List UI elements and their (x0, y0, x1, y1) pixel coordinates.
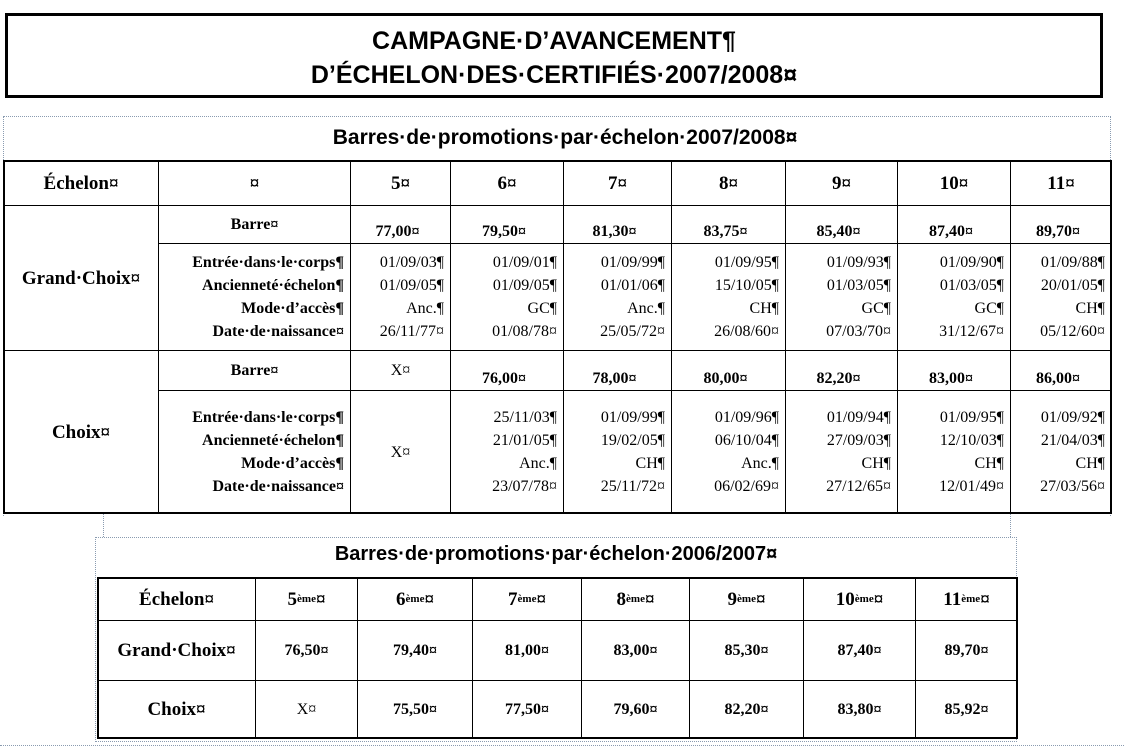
detail-value-3: 23/07/78¤ (492, 478, 557, 495)
t2-header-echelon-7: 7 ème ¤ (472, 577, 582, 621)
frame-connector-right (1010, 513, 1012, 537)
echelon-number: 6 (396, 588, 406, 610)
detail-value-0: 01/09/96¶ (714, 409, 779, 426)
detail-value-1: 27/09/03¶ (826, 432, 891, 449)
table-2007-caption: Barres·de·promotions·par·échelon·2006/2007¤ (334, 543, 778, 565)
detail-value-0: 01/09/95¶ (939, 409, 1004, 426)
barre-value-1-6: 76,00¤ (450, 350, 564, 391)
t2-value-1-6: 75,50¤ (357, 680, 473, 739)
frame-connector-left (103, 513, 105, 537)
detail-value-3: 27/03/56¤ (1040, 478, 1105, 495)
header-blank: ¤ (158, 160, 351, 206)
header-echelon-9: 9¤ (785, 160, 898, 206)
group-label-1: Choix¤ (3, 350, 159, 514)
echelon-number: 8 (616, 588, 627, 610)
t2-value-1-10: 83,80¤ (803, 680, 916, 739)
barre-label-0: Barre¤ (158, 205, 351, 244)
detail-value-1: 01/03/05¶ (939, 277, 1004, 294)
document-title-line2: D’ÉCHELON·DES·CERTIFIÉS·2007/2008¤ (310, 61, 798, 89)
header-echelon-7: 7¤ (563, 160, 672, 206)
cell-mark: ¤ (536, 588, 546, 610)
detail-value-2: CH¶ (749, 300, 779, 317)
detail-value-0: 01/09/99¶ (600, 409, 665, 426)
t2-header-echelon-10: 10 ème ¤ (803, 577, 916, 621)
t2-header-echelon-6: 6 ème ¤ (357, 577, 473, 621)
t2-value-0-10: 87,40¤ (803, 620, 916, 681)
detail-value-1: 01/03/05¶ (826, 277, 891, 294)
detail-value-1: 01/01/06¶ (600, 277, 665, 294)
t2-row-label-0: Grand·Choix¤ (97, 620, 256, 681)
cell-mark: ¤ (980, 588, 990, 610)
detail-label-2: Mode·d’accès¶ (241, 300, 344, 317)
barre-value-0-6: 79,50¤ (450, 205, 564, 244)
detail-value-3: 31/12/67¤ (939, 323, 1004, 340)
barre-value-0-8: 83,75¤ (671, 205, 786, 244)
detail-label-0: Entrée·dans·le·corps¶ (192, 254, 344, 271)
barre-value-0-5: 77,00¤ (350, 205, 451, 244)
header-echelon-11: 11¤ (1010, 160, 1112, 206)
barre-value-1-8: 80,00¤ (671, 350, 786, 391)
cell-mark: ¤ (424, 588, 434, 610)
frame-bottom-line (0, 745, 1124, 747)
t2-header-echelon-label: Échelon¤ (97, 577, 256, 621)
document-title-line1: CAMPAGNE·D’AVANCEMENT¶ (372, 27, 736, 55)
barre-value-1-11: 86,00¤ (1010, 350, 1112, 391)
echelon-number: 9 (727, 588, 738, 610)
detail-value-2: GC¶ (527, 300, 557, 317)
header-echelon-label: Échelon¤ (3, 160, 159, 206)
detail-value-3: 26/11/77¤ (379, 323, 444, 340)
detail-value-3: 25/11/72¤ (600, 478, 665, 495)
detail-value-3: 05/12/60¤ (1040, 323, 1105, 340)
detail-value-0: 01/09/95¶ (714, 254, 779, 271)
detail-value-3: 25/05/72¤ (600, 323, 665, 340)
t2-value-1-7: 77,50¤ (472, 680, 582, 739)
barre-value-0-10: 87,40¤ (897, 205, 1011, 244)
detail-value-0: 01/09/94¶ (826, 409, 891, 426)
table-2008-outer-border (3, 160, 1112, 514)
detail-value-3: 01/08/78¤ (492, 323, 557, 340)
t2-value-0-8: 83,00¤ (581, 620, 690, 681)
detail-value-2: CH¶ (974, 455, 1004, 472)
detail-value-1: 20/01/05¶ (1040, 277, 1105, 294)
barre-value-1-10: 83,00¤ (897, 350, 1011, 391)
t2-header-echelon-8: 8 ème ¤ (581, 577, 690, 621)
detail-value-1: 19/02/05¶ (600, 432, 665, 449)
detail-value-0: 01/09/90¶ (939, 254, 1004, 271)
barre-label-1: Barre¤ (158, 350, 351, 391)
detail-value-2: CH¶ (635, 455, 665, 472)
t2-value-0-6: 79,40¤ (357, 620, 473, 681)
detail-value-2: CH¶ (861, 455, 891, 472)
detail-value-2: GC¶ (974, 300, 1004, 317)
detail-value-2: Anc.¶ (741, 455, 779, 472)
detail-value-2: Anc.¶ (519, 455, 557, 472)
barre-value-1-5: X¤ (350, 350, 451, 391)
header-echelon-8: 8¤ (671, 160, 786, 206)
detail-value-2: CH¶ (1075, 300, 1105, 317)
detail-value-1: 21/01/05¶ (492, 432, 557, 449)
t2-value-0-9: 85,30¤ (689, 620, 804, 681)
group-label-0: Grand·Choix¤ (3, 205, 159, 351)
detail-value-2: Anc.¶ (406, 300, 444, 317)
t2-value-1-11: 85,92¤ (915, 680, 1018, 739)
detail-value-0: 01/09/92¶ (1040, 409, 1105, 426)
t2-value-1-8: 79,60¤ (581, 680, 690, 739)
t2-header-echelon-5: 5 ème ¤ (255, 577, 358, 621)
t2-value-0-5: 76,50¤ (255, 620, 358, 681)
header-echelon-6: 6¤ (450, 160, 564, 206)
echelon-number: 10 (835, 588, 855, 610)
t2-value-1-9: 82,20¤ (689, 680, 804, 739)
t2-value-0-7: 81,00¤ (472, 620, 582, 681)
echelon-number: 7 (508, 588, 518, 610)
detail-value-2: Anc.¶ (627, 300, 665, 317)
detail-label-3: Date·de·naissance¤ (212, 323, 344, 340)
detail-value-3: 07/03/70¤ (826, 323, 891, 340)
barre-value-0-11: 89,70¤ (1010, 205, 1112, 244)
detail-value-2: CH¶ (1075, 455, 1105, 472)
detail-label-1: Ancienneté·échelon¶ (202, 432, 344, 449)
echelon-number: 5 (287, 588, 298, 610)
barre-value-1-7: 78,00¤ (563, 350, 672, 391)
detail-value-2: GC¶ (861, 300, 891, 317)
detail-value-3: 27/12/65¤ (826, 478, 891, 495)
detail-label-3: Date·de·naissance¤ (212, 478, 344, 495)
t2-value-1-5: X¤ (255, 680, 358, 739)
detail-value-1: 12/10/03¶ (939, 432, 1004, 449)
detail-value-1: 01/09/05¶ (492, 277, 557, 294)
detail-value-1: 15/10/05¶ (714, 277, 779, 294)
detail-value-0: 01/09/88¶ (1040, 254, 1105, 271)
detail-value-3: 26/08/60¤ (714, 323, 779, 340)
t2-row-label-1: Choix¤ (97, 680, 256, 739)
t2-header-echelon-11: 11 ème ¤ (915, 577, 1018, 621)
header-echelon-5: 5¤ (350, 160, 451, 206)
detail-value-3: 12/01/49¤ (939, 478, 1004, 495)
barre-value-0-7: 81,30¤ (563, 205, 672, 244)
detail-value-0: 25/11/03¶ (493, 409, 557, 426)
detail-value-0: 01/09/93¶ (826, 254, 891, 271)
detail-label-0: Entrée·dans·le·corps¶ (192, 409, 344, 426)
table-2007-outer-border (97, 577, 1018, 739)
detail-value-0: 01/09/01¶ (492, 254, 557, 271)
cell-mark: ¤ (644, 588, 655, 610)
detail-label-1: Ancienneté·échelon¶ (202, 277, 344, 294)
detail-value-3: 06/02/69¤ (714, 478, 779, 495)
detail-label-2: Mode·d’accès¶ (241, 455, 344, 472)
table-2008-caption: Barres·de·promotions·par·échelon·2007/2008¤ (332, 126, 798, 149)
document-title-box (5, 13, 1103, 98)
cell-mark: ¤ (755, 588, 766, 610)
header-echelon-10: 10¤ (897, 160, 1011, 206)
t2-header-echelon-9: 9 ème ¤ (689, 577, 804, 621)
detail-value-0: 01/09/03¶ (379, 254, 444, 271)
detail-value-1: 06/10/04¶ (714, 432, 779, 449)
cell-mark: ¤ (873, 588, 884, 610)
barre-value-0-9: 85,40¤ (785, 205, 898, 244)
detail-value-1: 21/04/03¶ (1040, 432, 1105, 449)
t2-value-0-11: 89,70¤ (915, 620, 1018, 681)
detail-value-1: 01/09/05¶ (379, 277, 444, 294)
cell-mark: ¤ (315, 588, 326, 610)
barre-value-1-9: 82,20¤ (785, 350, 898, 391)
detail-value-0: 01/09/99¶ (600, 254, 665, 271)
detail-values-x: X¤ (350, 390, 451, 514)
echelon-number: 11 (943, 588, 962, 610)
